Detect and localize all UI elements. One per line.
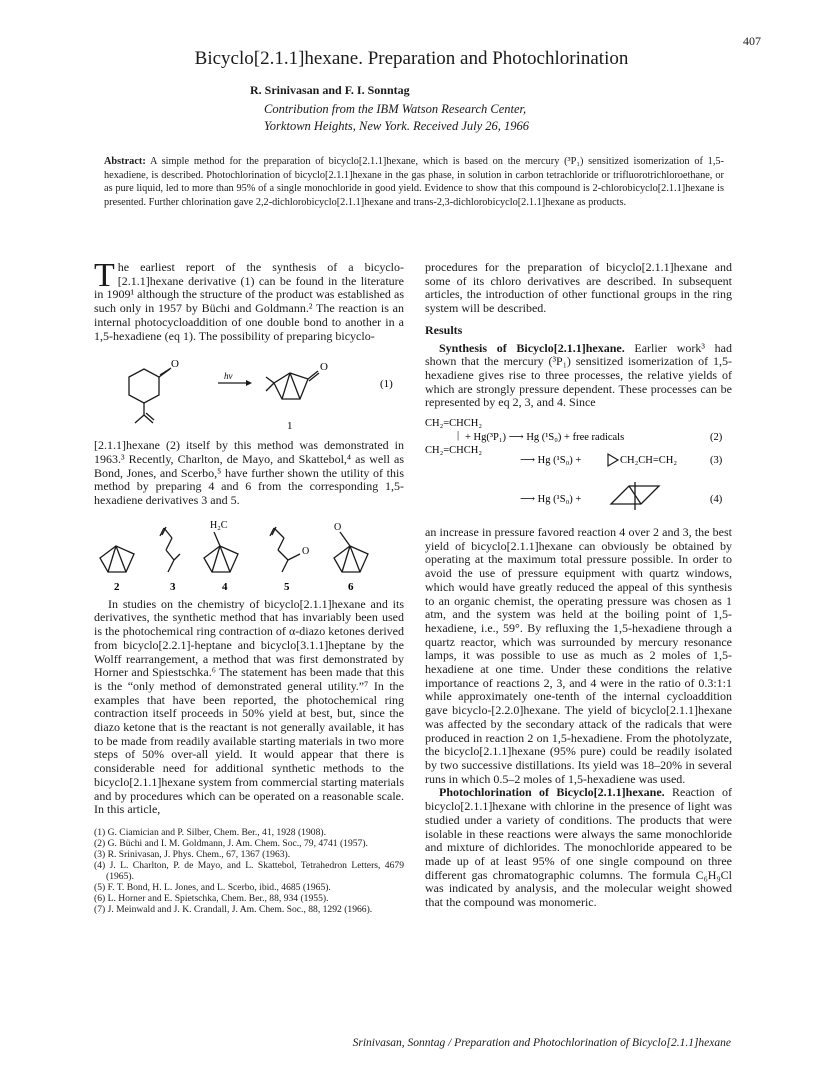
abstract-label: Abstract: (104, 156, 146, 167)
equation-1-number: (1) (380, 378, 393, 391)
right-paragraph-3: an increase in pressure favored reaction 4 over 2 and 3, the best yield of bicyclo[2.1.1]hexane can obviously be obtained by operating at the maximum total pressure possible. In order to avoid the use of pressure equipment with quartz windows, which would have greatly reduced the appeal of this synthesis to an organic chemist, the operating pressure was chosen as 1 atm, and the system was held at the boiling point of 1,5-hexadiene, i.e., 59°. By refluxing the 1,5-hexadiene through a quartz reactor, which was surrounded by mercury resonance lamps, it was possible to use as much as 2 moles of 1,5-hexadiene at one time. Under these conditions the relative importance of reactions 2, 3, and 4 were in the ratio of 0.3:1:1 while approximately one-tenth of the internal cycloaddition gave bicyclo-[2.2.0]hexane. The yield of bicyclo[2.1.1]hexane was affected by the secondary attack of the radicals that were produced in reaction 2 on 1,5-hexadiene. From the photolyzate, the bicyclo[2.1.1]hexane (95% pure) could be readily isolated by two successive distillations. Its yield was 18–20% in several runs in which 0.5–2 moles of 1,5-hexadiene was used. (425, 525, 732, 786)
compound-4-structure (204, 532, 238, 572)
eq-line-3: CH₂=CHCH₂ (425, 445, 483, 457)
eq-4-number: (4) (710, 494, 723, 506)
eq-3-left: ⟶ Hg (¹S₀) + (520, 455, 582, 467)
abstract-text: A simple method for the preparation of bicyclo[2.1.1]hexane, which is based on the mercury (³P₁) sensitized isomerization of 1,5-hexadiene, is described. Photochlorination of bicyclo[2.1.1]hexane in the gas phase, in solution in carbon tetrachloride or trifluorotrichloroethane, or as pure liquid, led to more than 95% of a single monochloride in good yield. Evidence to show that this compound is 2-chlorobicyclo[2.1.1]hexane is presented. Further chlorination gave 2,2-dichlorobicyclo[2.1.1]hexane and trans-2,3-dichlorobicyclo[2.1.1]hexane as products. (104, 156, 724, 208)
intro-text: he earliest report of the synthesis of a bicyclo-[2.1.1]hexane derivative (1) can be found in the literature in 1909¹ although the structure of the product was established as such only in 1957 by Büchi and Goldmann.² The reaction is an internal photocycloaddition of one double bond to another in a 1,5-hexadiene (eq 1). The possibility of preparing bicyclo- (94, 260, 404, 343)
photochlorination-paragraph (425, 786, 732, 909)
equations-2-4 (425, 414, 732, 524)
photochlorination-heading: Photochlorination of Bicyclo[2.1.1]hexane. (439, 785, 665, 800)
compounds-2-to-6 (94, 514, 404, 594)
compound-6-structure (334, 532, 368, 572)
authors: R. Srinivasan and F. I. Sonntag (250, 83, 410, 97)
label-2: 2 (114, 580, 120, 593)
eq-2-number: (2) (710, 432, 723, 444)
eq-line-2: + Hg(³P₁) ⟶ Hg (¹S₀) + free radicals (465, 432, 625, 444)
footnote-6: (6) L. Horner and E. Spietschka, Chem. Ber., 88, 934 (1955). (94, 892, 329, 904)
eq-line-1: CH₂=CHCH₂ (425, 418, 483, 430)
footnotes (94, 827, 404, 915)
eq-4-left: ⟶ Hg (¹S₀) + (520, 494, 582, 506)
label-5: 5 (284, 580, 290, 593)
photochlorination-text: Reaction of bicyclo[2.1.1]hexane with chlorine in the presence of light was studied under a variety of conditions. The products that were isolable in these reactions were always the same monochloride and mixture of dichlorides. The monochloride appeared to be made up of at least 95% of one single compound on three different gas chromatographic columns. The formula C₆H₉Cl was indicated by analysis, and the molecular weight showed that the compound was monomeric. (425, 785, 732, 910)
drop-cap: T (94, 257, 115, 294)
label-3: 3 (170, 580, 176, 593)
right-column (425, 261, 732, 910)
footnote-7: (7) J. Meinwald and J. K. Crandall, J. Am. Chem. Soc., 88, 1292 (1966). (94, 903, 373, 915)
paragraph-2: [2.1.1]hexane (2) itself by this method was demonstrated in 1963.³ Recently, Charlton, de Mayo, and Skattebol,⁴ as well as Bond, Jones, and Scerbo,⁵ have further shown the utility of this method by preparing 4 and 6 from the corresponding 1,5-hexadiene derivatives 3 and 5. (94, 438, 404, 508)
running-footer: Srinivasan, Sonntag / Preparation and Photochlorination of Bicyclo[2.1.1]hexane (352, 1037, 731, 1049)
compound-6-oxygen: O (334, 521, 342, 533)
reactant-structure (129, 368, 171, 423)
compound-3-structure (160, 527, 180, 572)
results-heading: Results (425, 322, 463, 337)
paragraph-3: In studies on the chemistry of bicyclo[2.1.1]hexane and its derivatives, the synthetic method that has invariably been used is the photochemical ring contraction of α-diazo ketones derived from bicyclo[2.2.1]-heptane and bicyclo[3.1.1]heptane by the Wolff rearrangement, a method that was first demonstrated by Horner and Spiestschka.⁶ The statement has been made that this is the “only method of demonstrated general utility.”⁷ In the examples that have been reported, the photochemical ring contraction itself proceeds in 50% yield at best, but, since the diazo ketone that is the reactant is not generally available, it has to be made from readily available starting materials in two more steps of 50% over-all yield. It would appear that there is considerable need for additional synthetic methods to the bicyclo[2.1.1]hexane system from commercial starting materials and by procedures which can be operated on a reasonable scale. In this article, (94, 596, 404, 817)
eq-3-right: CH₂CH=CH₂ (620, 455, 678, 467)
label-4: 4 (222, 580, 228, 593)
h2c-label: H₂C (210, 519, 228, 531)
compound-2-structure (100, 546, 134, 572)
synthesis-paragraph (425, 342, 732, 411)
compound-1-label: 1 (287, 420, 293, 433)
article-title: Bicyclo[2.1.1]hexane. Preparation and Photochlorination (194, 48, 629, 69)
synthesis-text: Earlier work³ had shown that the mercury (³P₁) sensitized isomerization of 1,5-hexadiene gives rise to three processes, the relative yields of which are strongly pressure dependent. These processes can be represented by eq 2, 3, and 4. Since (425, 340, 732, 410)
eq1-oxygen-2: O (320, 361, 328, 374)
left-column (94, 257, 404, 915)
eq1-oxygen-1: O (171, 358, 179, 371)
label-6: 6 (348, 580, 354, 593)
product-1-structure (266, 371, 319, 399)
synthesis-heading: Synthesis of Bicyclo[2.1.1]hexane. (439, 340, 625, 355)
affiliation-line-1: Contribution from the IBM Watson Research Center, (264, 102, 527, 116)
cyclobutyl-icon (608, 454, 618, 466)
footnote-1: (1) G. Ciamician and P. Silber, Chem. Ber., 41, 1928 (1908). (94, 826, 326, 838)
intro-paragraph (94, 257, 404, 343)
footnote-2: (2) G. Büchi and I. M. Goldmann, J. Am. Chem. Soc., 79, 4741 (1957). (94, 837, 368, 849)
bicyclohexane-structure (611, 482, 659, 510)
compound-5-oxygen: O (302, 545, 310, 557)
affiliation-line-2: Yorktown Heights, New York. Received July 26, 1966 (264, 119, 530, 133)
footnote-4: (4) J. L. Charlton, P. de Mayo, and L. Skattebol, Tetrahedron Letters, 4679 (1965). (94, 859, 404, 882)
eq-3-number: (3) (710, 455, 723, 467)
equation-1-scheme (94, 347, 404, 437)
eq-bond-bar: | (457, 430, 460, 442)
compound-5-structure (270, 527, 300, 572)
footnote-3: (3) R. Srinivasan, J. Phys. Chem., 67, 1367 (1963). (94, 848, 291, 860)
page-number: 407 (743, 34, 761, 48)
right-paragraph-1: procedures for the preparation of bicyclo[2.1.1]hexane and some of its chloro derivatives are described. In subsequent articles, the introduction of other functional groups in the ring system will be described. (425, 260, 732, 316)
hv-label: hν (224, 371, 233, 382)
abstract (104, 155, 724, 209)
footnote-5: (5) F. T. Bond, H. L. Jones, and L. Scerbo, ibid., 4685 (1965). (94, 881, 331, 893)
